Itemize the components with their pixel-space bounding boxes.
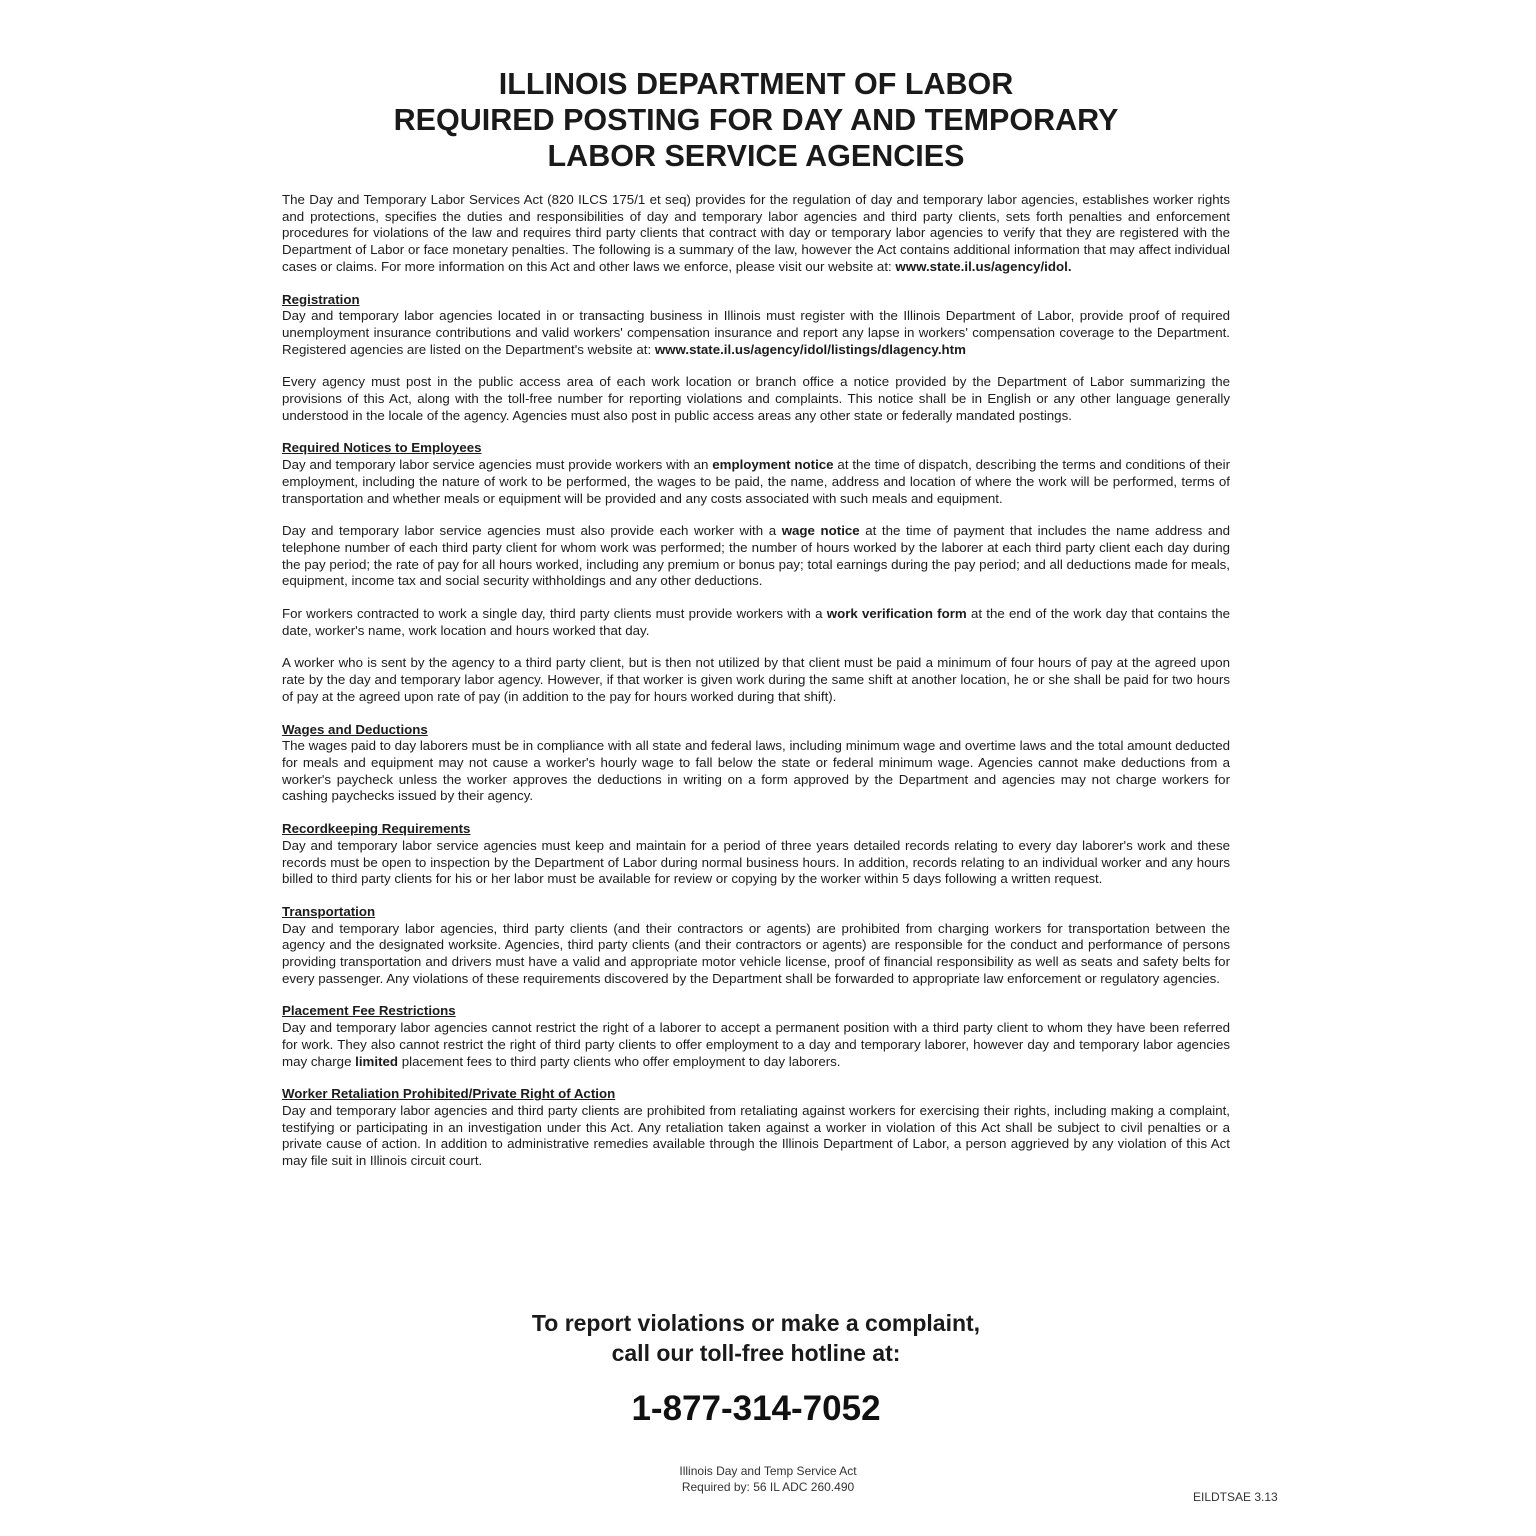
notices-p3-text-b: at the end of the work day that contains the date, worker's name, work location and hours worked that day. xyxy=(282,606,1231,638)
transportation-paragraph: Day and temporary labor agencies, third party clients (and their contractors or agents) are prohibited from charging workers for transportation between the agency and the designated worksite. Agencies, third party clients (and their contractors or agents) are responsible for the conduct and performance of persons providing transportation and drivers must have a valid and appropriate motor vehicle license, proof of financial responsibility as well as seats and safety belts for every passenger. Any violations of these requirements discovered by the Department shall be forwarded to appropriate law enforcement or regulatory agencies. xyxy=(282,920,1230,986)
hotline-callout xyxy=(0,1308,1512,1368)
notices-paragraph-3 xyxy=(282,606,1230,639)
recordkeeping-heading: Recordkeeping Requirements xyxy=(282,821,471,837)
placement-text-b: placement fees to third party clients who offer employment to day laborers. xyxy=(398,1053,841,1069)
notices-paragraph-1 xyxy=(282,457,1230,507)
limited-term: limited xyxy=(355,1053,399,1069)
retaliation-paragraph: Day and temporary labor agencies and third party clients are prohibited from retaliating against workers for exercising their rights, including making a complaint, testifying or participating in an investigation under this Act. Any retaliation taken against a worker in violation of this Act shall be subject to civil penalties or a private cause of action. In addition to administrative remedies available through the Illinois Department of Labor, a person aggrieved by any violation of this Act may file suit in Illinois circuit court. xyxy=(282,1102,1230,1169)
section-placement-fees xyxy=(282,1003,1230,1070)
form-code: EILDTSAE 3.13 xyxy=(1193,1490,1278,1504)
placement-text-a: Day and temporary labor agencies cannot restrict the right of a laborer to accept a permanent position with a third party client to whom they have been referred for work. They also cannot restrict the right of third party clients to offer employment to a day and temporary laborer, however day and temporary labor agencies may charge xyxy=(282,1020,1230,1069)
hotline-line-2: call our toll-free hotline at: xyxy=(611,1340,901,1366)
wage-notice-term: wage notice xyxy=(781,523,860,539)
recordkeeping-paragraph: Day and temporary labor service agencies must keep and maintain for a period of three years detailed records relating to every day laborer's work and these records must be open to inspection by the Department of Labor during normal business hours. In addition, records relating to an individual worker and any hours billed to third party clients for his or her labor must be available for review or copying by the worker within 5 days following a written request. xyxy=(282,837,1230,887)
section-transportation xyxy=(282,904,1230,988)
employment-notice-term: employment notice xyxy=(712,457,834,473)
wages-heading: Wages and Deductions xyxy=(282,721,428,737)
placement-paragraph xyxy=(282,1020,1230,1070)
section-retaliation xyxy=(282,1086,1230,1170)
registration-heading: Registration xyxy=(282,291,360,307)
notices-heading: Required Notices to Employees xyxy=(282,440,482,456)
section-required-notices xyxy=(282,440,1230,705)
section-recordkeeping xyxy=(282,821,1230,888)
footer-line-1: Illinois Day and Temp Service Act xyxy=(679,1464,857,1478)
wages-paragraph: The wages paid to day laborers must be in compliance with all state and federal laws, including minimum wage and overtime laws and the total amount deducted for meals and equipment may not cause a worker's hourly wage to fall below the state or federal minimum wage. Agencies cannot make deductions from a worker's paycheck unless the worker approves the deductions in writing on a form approved by the Department and agencies may not charge workers for cashing paychecks issued by their agency. xyxy=(282,738,1230,804)
section-wages xyxy=(282,722,1230,806)
retaliation-heading: Worker Retaliation Prohibited/Private Right of Action xyxy=(282,1086,616,1102)
footer-line-2: Required by: 56 IL ADC 260.490 xyxy=(681,1480,855,1494)
title-line-2: REQUIRED POSTING FOR DAY AND TEMPORARY xyxy=(393,103,1119,137)
title-line-1: ILLINOIS DEPARTMENT OF LABOR xyxy=(498,67,1014,101)
section-registration xyxy=(282,292,1230,425)
intro-paragraph xyxy=(282,192,1230,276)
notices-p2-text-b: at the time of payment that includes the name address and telephone number of each third party client for whom work was performed; the number of hours worked by the laborer at each third party client each day during the pay period; the rate of pay for all hours worked, including any premium or bonus pay; total earnings during the pay period; and all deductions made for meals, equipment, income tax and social security withholdings and any other deductions. xyxy=(282,523,1231,589)
work-verification-form-term: work verification form xyxy=(826,606,967,622)
poster-body xyxy=(282,66,1230,1186)
intro-text: The Day and Temporary Labor Services Act (820 ILCS 175/1 et seq) provides for the regulation of day and temporary labor agencies, establishes worker rights and protections, specifies the duties and responsibilities of day and temporary labor agencies and third party clients, sets forth penalties and enforcement procedures for violations of the law and requires third party clients that contract with day or temporary labor agencies to verify that they are registered with the Department of Labor or face monetary penalties. The following is a summary of the law, however the Act contains additional information that may affect individual cases or claims. For more information on this Act and other laws we enforce, please visit our website at: xyxy=(282,192,1230,274)
placement-heading: Placement Fee Restrictions xyxy=(282,1003,456,1019)
hotline-line-1: To report violations or make a complaint, xyxy=(531,1310,981,1336)
notices-p3-text-a: For workers contracted to work a single day, third party clients must provide workers with a xyxy=(282,606,827,622)
registration-paragraph-1 xyxy=(282,308,1230,358)
footer-citation xyxy=(0,1463,1536,1495)
hotline-phone-number[interactable]: 1-877-314-7052 xyxy=(631,1389,881,1428)
notices-p1-text-a: Day and temporary labor service agencies must provide workers with an xyxy=(282,457,713,473)
title-line-3: LABOR SERVICE AGENCIES xyxy=(547,139,965,173)
poster-title xyxy=(282,66,1230,174)
transportation-heading: Transportation xyxy=(282,903,376,919)
registration-text-1: Day and temporary labor agencies located in or transacting business in Illinois must register with the Illinois Department of Labor, provide proof of required unemployment insurance contributions and valid workers' compensation insurance and report any lapse in workers' compensation coverage to the Department. Registered agencies are listed on the Department's website at: xyxy=(282,308,1230,357)
registration-listing-link[interactable]: www.state.il.us/agency/idol/listings/dlagency.htm xyxy=(654,341,966,357)
notices-p2-text-a: Day and temporary labor service agencies must also provide each worker with a xyxy=(282,523,782,539)
notices-paragraph-2 xyxy=(282,523,1230,590)
intro-website-link[interactable]: www.state.il.us/agency/idol. xyxy=(895,258,1072,274)
registration-paragraph-2: Every agency must post in the public access area of each work location or branch office a notice provided by the Department of Labor summarizing the provisions of this Act, along with the toll-free number for reporting violations and complaints. This notice shall be in English or any other language generally understood in the locale of the agency. Agencies must also post in public access areas any other state or federally mandated postings. xyxy=(282,374,1230,423)
notices-p1-text-b: at the time of dispatch, describing the terms and conditions of their employment, including the nature of work to be performed, the wages to be paid, the name, address and location of where the work will be performed, terms of transportation and whether meals or equipment will be provided and any costs associated with such meals and equipment. xyxy=(282,457,1231,506)
notices-paragraph-4: A worker who is sent by the agency to a third party client, but is then not utilized by that client must be paid a minimum of four hours of pay at the agreed upon rate by the day and temporary labor agency. However, if that worker is given work during the same shift at another location, he or she shall be paid for two hours of pay at the agreed upon rate of pay (in addition to the pay for hours worked during that shift). xyxy=(282,655,1230,704)
